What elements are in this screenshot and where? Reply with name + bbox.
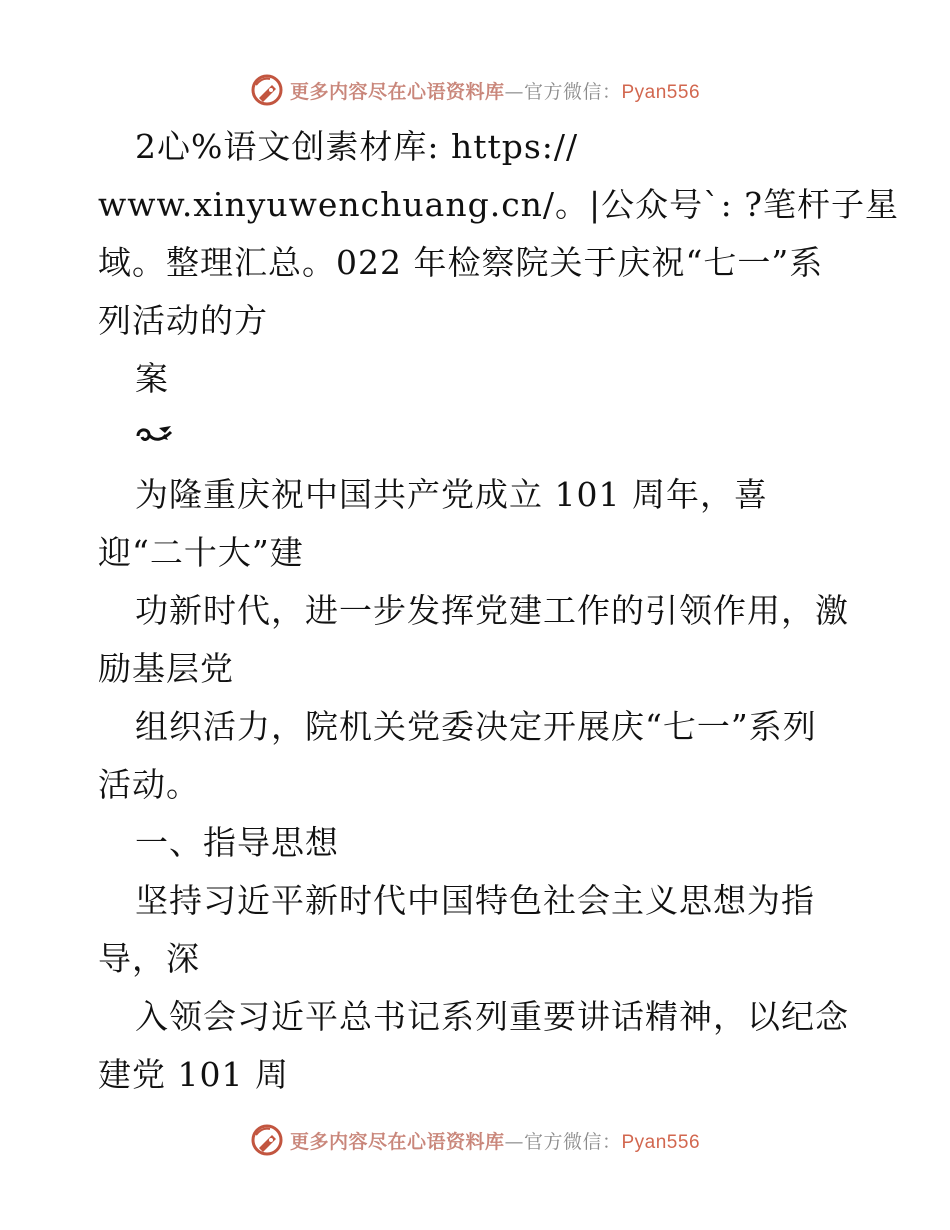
header-banner-main: 更多内容尽在心语资料库 <box>289 80 505 103</box>
header-banner-wechat-label: 官方微信： <box>523 80 622 103</box>
fleuron-icon <box>135 420 175 448</box>
pen-nib-logo-icon <box>250 1123 284 1157</box>
body-line-3: 域。整理汇总。022 年检察院关于庆祝“七一”系 <box>98 243 824 282</box>
footer-banner-main: 更多内容尽在心语资料库 <box>289 1130 505 1153</box>
footer-banner-wechat-id: Pyan556 <box>621 1131 701 1153</box>
document-body <box>98 118 899 1104</box>
body-line-4: 列活动的方 <box>98 301 268 340</box>
body-line-8: 功新时代，进一步发挥党建工作的引领作用，激 <box>135 591 849 630</box>
footer-banner-text <box>290 1127 700 1154</box>
header-banner-separator: — <box>504 80 524 103</box>
pen-nib-logo-icon <box>250 73 284 107</box>
body-line-6: 为隆重庆祝中国共产党成立 101 周年，喜 <box>135 475 768 514</box>
body-line-7: 迎“二十大”建 <box>98 533 304 572</box>
body-line-10: 组织活力，院机关党委决定开展庆“七一”系列 <box>135 707 817 746</box>
body-line-5: 案 <box>135 359 169 398</box>
footer-banner <box>0 1120 950 1160</box>
footer-banner-content <box>250 1123 700 1157</box>
body-line-14: 导，深 <box>98 939 200 978</box>
body-line-2: www.xinyuwenchuang.cn/。|公众号`: ?笔杆子星 <box>98 185 899 224</box>
body-line-16: 建党 101 周 <box>98 1055 289 1094</box>
section-heading: 一、指导思想 <box>135 823 339 862</box>
body-line-9: 励基层党 <box>98 649 234 688</box>
body-line-13: 坚持习近平新时代中国特色社会主义思想为指 <box>135 881 815 920</box>
body-line-1: 2心%语文创素材库: https:// <box>135 127 579 166</box>
header-banner-content <box>250 73 700 107</box>
header-banner <box>0 70 950 110</box>
body-line-15: 入领会习近平总书记系列重要讲话精神，以纪念 <box>135 997 849 1036</box>
body-line-11: 活动。 <box>98 765 200 804</box>
footer-banner-separator: — <box>504 1130 524 1153</box>
header-banner-wechat-id: Pyan556 <box>621 81 701 103</box>
fleuron-ornament <box>98 408 868 466</box>
footer-banner-wechat-label: 官方微信： <box>523 1130 622 1153</box>
header-banner-text <box>290 77 700 104</box>
